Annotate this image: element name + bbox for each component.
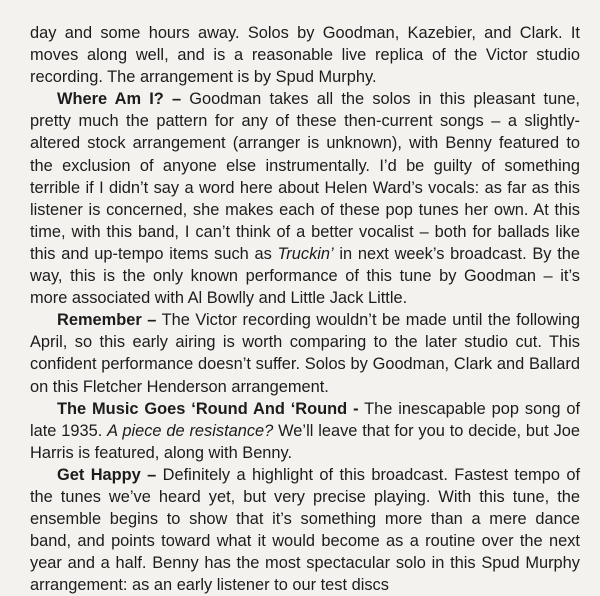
paragraph-text: Definitely a highlight of this broadcast. Fastest tempo of the tunes we’ve heard yet, but very precise playing. With this tune, the ensemble begins to show that it’s something more than a mere dance band, and points toward what it would become as a routine over the next year and a half. Benny has the most spectacular solo in this Spud Murphy arrangement: as an early listener to our test discs [30, 465, 580, 595]
paragraph-text: Goodman takes all the solos in this pleasant tune, pretty much the pattern for any of these then-current songs – a slightly-altered stock arrangement (arranger is unknown), with Benny featured to the exclusion of anyone else instrumentally. I’d be guilty of something terrible if I didn’t say a word here about Helen Ward’s vocals: as far as this listener is concerned, she makes each of these pop tunes her own. At this time, with this band, I can’t think of a better vocalist – both for ballads like this and up-tempo items such as [30, 90, 580, 263]
paragraph-where-am-i [30, 88, 580, 309]
paragraph-get-happy [30, 464, 580, 596]
paragraph-text: in next week’s broadcast. By the way, this is the only known performance of this tune by Goodman – it’s more associated with Al Bowlly and Little Jack Little. [30, 244, 580, 308]
song-title-italic: Truckin’ [277, 244, 334, 263]
song-title: Where Am I? – [57, 90, 182, 109]
paragraph-text: We’ll leave that for you to decide, but Joe Harris is featured, along with Benny. [30, 421, 580, 462]
song-title: Remember – [57, 311, 157, 330]
song-title: The Music Goes ‘Round And ‘Round - [57, 399, 359, 418]
paragraph-text: day and some hours away. Solos by Goodman, Kazebier, and Clark. It moves along well, and is a reasonable live replica of the Victor studio recording. The arrangement is by Spud Murphy. [30, 24, 580, 87]
paragraph-music-goes-round [30, 398, 580, 464]
italic-phrase: A piece de resistance? [107, 421, 274, 440]
paragraph-continuation [30, 22, 580, 88]
paragraph-text: The inescapable pop song of late 1935. [30, 399, 581, 440]
paragraph-remember [30, 309, 580, 397]
song-title: Get Happy – [57, 465, 157, 484]
paragraph-text: The Victor recording wouldn’t be made until the following April, so this early airing is worth comparing to the later studio cut. This confident performance doesn’t suffer. Solos by Goodman, Clark and Ballard on this Fletcher Henderson arrangement. [30, 311, 580, 396]
liner-notes-page [30, 22, 580, 596]
